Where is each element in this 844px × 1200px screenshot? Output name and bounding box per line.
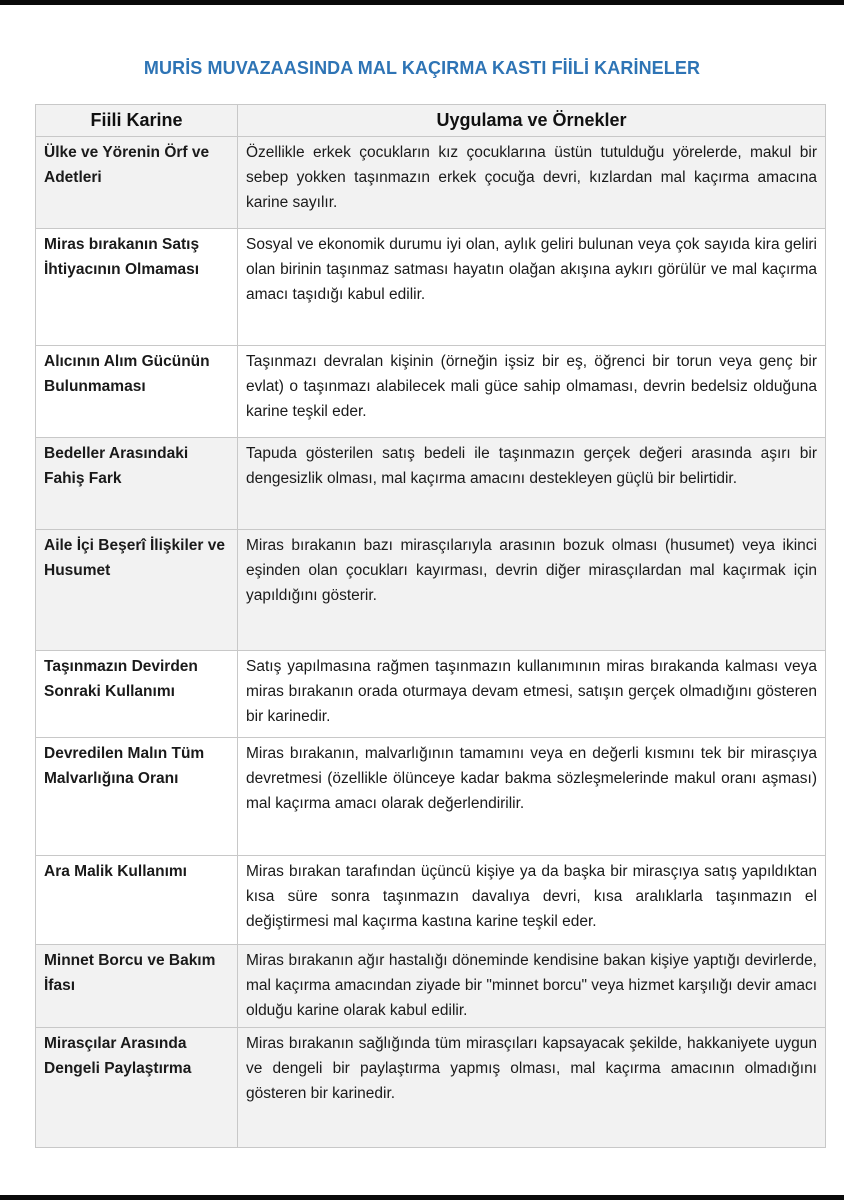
table-row: [36, 945, 826, 1028]
table-row: [36, 1028, 826, 1148]
aciklama-cell: Miras bırakan tarafından üçüncü kişiye ya da başka bir mirasçıya satış yapıldıktan kısa süre sonra taşınmazın davalıya devri, kısa aralıklarla taşınmazın el değiştirmesi mal kaçırma kastına karine teşkil eder.: [238, 856, 826, 945]
karine-table: [35, 104, 826, 1148]
header-uygulama-ornekler: Uygulama ve Örnekler: [238, 105, 826, 137]
table-row: [36, 438, 826, 530]
aciklama-cell: Sosyal ve ekonomik durumu iyi olan, aylık geliri bulunan veya çok sayıda kira geliri olan birinin taşınmaz satması hayatın olağan akışına aykırı görülür ve mal kaçırma amacı taşıdığı kabul edilir.: [238, 229, 826, 346]
karine-cell: Mirasçılar Arasında Dengeli Paylaştırma: [36, 1028, 238, 1148]
karine-cell: Minnet Borcu ve Bakım İfası: [36, 945, 238, 1028]
karine-cell: Miras bırakanın Satış İhtiyacının Olmaması: [36, 229, 238, 346]
table-row: [36, 856, 826, 945]
karine-cell: Taşınmazın Devirden Sonraki Kullanımı: [36, 651, 238, 738]
aciklama-cell: Satış yapılmasına rağmen taşınmazın kullanımının miras bırakanda kalması veya miras bırakanın orada oturmaya devam etmesi, satışın gerçek olmadığını gösteren bir karinedir.: [238, 651, 826, 738]
table-row: [36, 530, 826, 651]
page-title: MURİS MUVAZAASINDA MAL KAÇIRMA KASTI FİİLİ KARİNELER: [143, 58, 701, 78]
header-fiili-karine: Fiili Karine: [36, 105, 238, 137]
top-border-bar: [0, 0, 844, 5]
table-row: [36, 346, 826, 438]
aciklama-cell: Taşınmazı devralan kişinin (örneğin işsiz bir eş, öğrenci bir torun veya genç bir evlat) o taşınmazı alabilecek mali güce sahip olmaması, devrin bedelsiz olduğuna karine teşkil eder.: [238, 346, 826, 438]
table-row: [36, 137, 826, 229]
karine-cell: Ara Malik Kullanımı: [36, 856, 238, 945]
aciklama-cell: Özellikle erkek çocukların kız çocuklarına üstün tutulduğu yörelerde, makul bir sebep yokken taşınmazın erkek çocuğa devri, kızlardan mal kaçırma amacına karine sayılır.: [238, 137, 826, 229]
aciklama-cell: Miras bırakanın sağlığında tüm mirasçıları kapsayacak şekilde, hakkaniyete uygun ve dengeli bir paylaştırma yapmış olması, mal kaçırma amacının olmadığını gösteren bir karinedir.: [238, 1028, 826, 1148]
table-row: [36, 651, 826, 738]
karine-cell: Bedeller Arasındaki Fahiş Fark: [36, 438, 238, 530]
aciklama-cell: Miras bırakanın bazı mirasçılarıyla arasının bozuk olması (husumet) veya ikinci eşinden olan çocukları kayırması, devrin diğer mirasçılardan mal kaçırmak için yapıldığını gösterir.: [238, 530, 826, 651]
karine-cell: Aile İçi Beşerî İlişkiler ve Husumet: [36, 530, 238, 651]
aciklama-cell: Miras bırakanın ağır hastalığı döneminde kendisine bakan kişiye yaptığı devirlerde, mal kaçırma amacından ziyade bir "minnet borcu" veya hizmet karşılığı devir amacı olduğu karine olarak kabul edilir.: [238, 945, 826, 1028]
bottom-border-bar: [0, 1195, 844, 1200]
table-header-row: [36, 105, 826, 137]
table-row: [36, 738, 826, 856]
aciklama-cell: Miras bırakanın, malvarlığının tamamını veya en değerli kısmını tek bir mirasçıya devretmesi (özellikle ölünceye kadar bakma sözleşmelerinde makul oranı aşması) mal kaçırma amacı olarak değerlendirilir.: [238, 738, 826, 856]
karine-cell: Devredilen Malın Tüm Malvarlığına Oranı: [36, 738, 238, 856]
karine-cell: Alıcının Alım Gücünün Bulunmaması: [36, 346, 238, 438]
aciklama-cell: Tapuda gösterilen satış bedeli ile taşınmazın gerçek değeri arasında aşırı bir dengesizlik olması, mal kaçırma amacını destekleyen güçlü bir belirtidir.: [238, 438, 826, 530]
karine-cell: Ülke ve Yörenin Örf ve Adetleri: [36, 137, 238, 229]
table-row: [36, 229, 826, 346]
